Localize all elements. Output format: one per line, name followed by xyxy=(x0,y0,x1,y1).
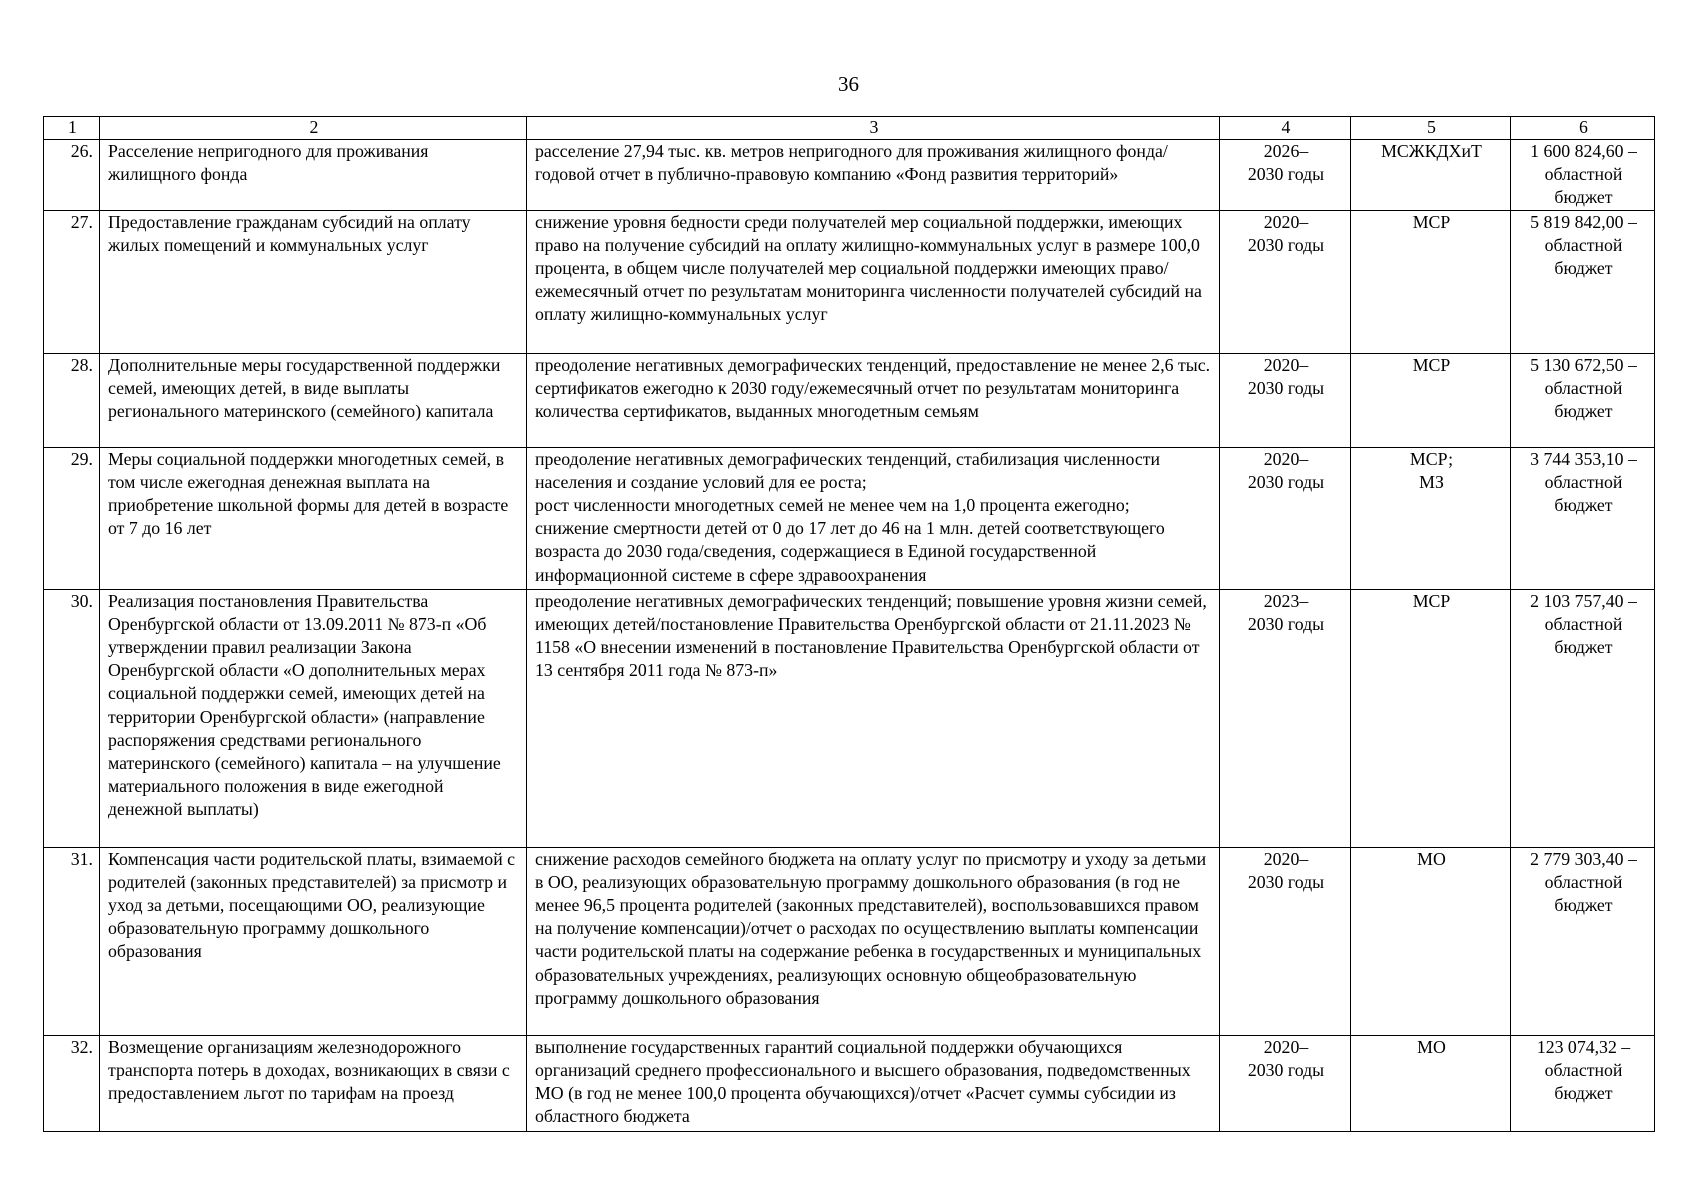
column-number: 2 xyxy=(100,117,527,140)
funding-amount: 3 744 353,10 – областной бюджет xyxy=(1511,447,1655,589)
row-number: 26. xyxy=(44,140,100,211)
table-row xyxy=(44,589,1655,847)
row-number: 31. xyxy=(44,847,100,1035)
measure-name: Меры социальной поддержки многодетных семей, в том числе ежегодная денежная выплата на приобретение школьной формы для детей в возрасте от 7 до 16 лет xyxy=(100,447,527,589)
activities-table xyxy=(43,116,1655,1132)
measure-name: Возмещение организациям железнодорожного транспорта потерь в доходах, возникающих в связи с предоставлением льгот по тарифам на проезд xyxy=(100,1035,527,1131)
column-number: 5 xyxy=(1351,117,1511,140)
column-number: 1 xyxy=(44,117,100,140)
responsible-executor: МО xyxy=(1351,847,1511,1035)
table-row xyxy=(44,847,1655,1035)
measure-name: Реализация постановления Правительства Оренбургской области от 13.09.2011 № 873-п «Об утверждении правил реализации Закона Оренбургской области «О дополнительных мерах социальной поддержки семей, имеющих детей на территории Оренбургской области» (направление распоряжения средствами регионального материнского (семейного) капитала – на улучшение материального положения в виде ежегодной денежной выплаты) xyxy=(100,589,527,847)
row-number: 27. xyxy=(44,210,100,353)
row-number: 30. xyxy=(44,589,100,847)
measure-name: Расселение непригодного для проживания жилищного фонда xyxy=(100,140,527,211)
page-number: 36 xyxy=(838,72,859,96)
column-number: 3 xyxy=(527,117,1220,140)
expected-result: преодоление негативных демографических тенденций, стабилизация численности населения и создание условий для ее роста; рост численности многодетных семей не менее чем на 1,0 процента ежегодно; снижение смертности детей от 0 до 17 лет до 46 на 1 млн. детей соответствующего возраста до 2030 года/сведения, содержащиеся в Единой государственной информационной системе в сфере здравоохранения xyxy=(527,447,1220,589)
expected-result: выполнение государственных гарантий социальной поддержки обучающихся организаций среднего профессионального и высшего образования, подведомственных МО (в год не менее 100,0 процента обучающихся)/отчет «Расчет суммы субсидии из областного бюджета xyxy=(527,1035,1220,1131)
funding-amount: 123 074,32 – областной бюджет xyxy=(1511,1035,1655,1131)
funding-amount: 2 779 303,40 – областной бюджет xyxy=(1511,847,1655,1035)
row-number: 28. xyxy=(44,353,100,447)
implementation-period: 2020– 2030 годы xyxy=(1220,353,1351,447)
implementation-period: 2023– 2030 годы xyxy=(1220,589,1351,847)
funding-amount: 1 600 824,60 – областной бюджет xyxy=(1511,140,1655,211)
implementation-period: 2020– 2030 годы xyxy=(1220,447,1351,589)
implementation-period: 2026– 2030 годы xyxy=(1220,140,1351,211)
responsible-executor: МСР; МЗ xyxy=(1351,447,1511,589)
responsible-executor: МСР xyxy=(1351,210,1511,353)
responsible-executor: МО xyxy=(1351,1035,1511,1131)
row-number: 29. xyxy=(44,447,100,589)
funding-amount: 2 103 757,40 – областной бюджет xyxy=(1511,589,1655,847)
expected-result: снижение расходов семейного бюджета на оплату услуг по присмотру и уходу за детьми в ОО, реализующих образовательную программу дошкольного образования (в год не менее 96,5 процента родителей (законных представителей), воспользовавшихся правом на получение компенсации)/отчет о расходах по осуществлению выплаты компенсации части родительской платы на содержание ребенка в государственных и муниципальных образовательных учреждениях, реализующих основную общеобразовательную программу дошкольного образования xyxy=(527,847,1220,1035)
column-number: 6 xyxy=(1511,117,1655,140)
implementation-period: 2020– 2030 годы xyxy=(1220,210,1351,353)
expected-result: снижение уровня бедности среди получателей мер социальной поддержки, имеющих право на получение субсидий на оплату жилищно-коммунальных услуг в размере 100,0 процента, в общем числе получателей мер социальной поддержки имеющих право/ежемесячный отчет по результатам мониторинга численности получателей субсидий на оплату жилищно-коммунальных услуг xyxy=(527,210,1220,353)
table-row xyxy=(44,1035,1655,1131)
expected-result: преодоление негативных демографических тенденций; повышение уровня жизни семей, имеющих детей/постановление Правительства Оренбургской области от 21.11.2023 № 1158 «О внесении изменений в постановление Правительства Оренбургской области от 13 сентября 2011 года № 873-п» xyxy=(527,589,1220,847)
expected-result: преодоление негативных демографических тенденций, предоставление не менее 2,6 тыс. сертификатов ежегодно к 2030 году/ежемесячный отчет по результатам мониторинга количества сертификатов, выданных многодетным семьям xyxy=(527,353,1220,447)
measure-name: Предоставление гражданам субсидий на оплату жилых помещений и коммунальных услуг xyxy=(100,210,527,353)
column-number: 4 xyxy=(1220,117,1351,140)
table-row xyxy=(44,140,1655,211)
table-row xyxy=(44,210,1655,353)
table-row xyxy=(44,447,1655,589)
responsible-executor: МСР xyxy=(1351,589,1511,847)
measure-name: Дополнительные меры государственной поддержки семей, имеющих детей, в виде выплаты регионального материнского (семейного) капитала xyxy=(100,353,527,447)
funding-amount: 5 130 672,50 – областной бюджет xyxy=(1511,353,1655,447)
measure-name: Компенсация части родительской платы, взимаемой с родителей (законных представителей) за присмотр и уход за детьми, посещающими ОО, реализующие образовательную программу дошкольного образования xyxy=(100,847,527,1035)
expected-result: расселение 27,94 тыс. кв. метров непригодного для проживания жилищного фонда/годовой отчет в публично-правовую компанию «Фонд развития территорий» xyxy=(527,140,1220,211)
implementation-period: 2020– 2030 годы xyxy=(1220,847,1351,1035)
funding-amount: 5 819 842,00 – областной бюджет xyxy=(1511,210,1655,353)
row-number: 32. xyxy=(44,1035,100,1131)
table-row xyxy=(44,353,1655,447)
column-numbers-row xyxy=(44,117,1655,140)
implementation-period: 2020– 2030 годы xyxy=(1220,1035,1351,1131)
responsible-executor: МСЖКДХиТ xyxy=(1351,140,1511,211)
responsible-executor: МСР xyxy=(1351,353,1511,447)
